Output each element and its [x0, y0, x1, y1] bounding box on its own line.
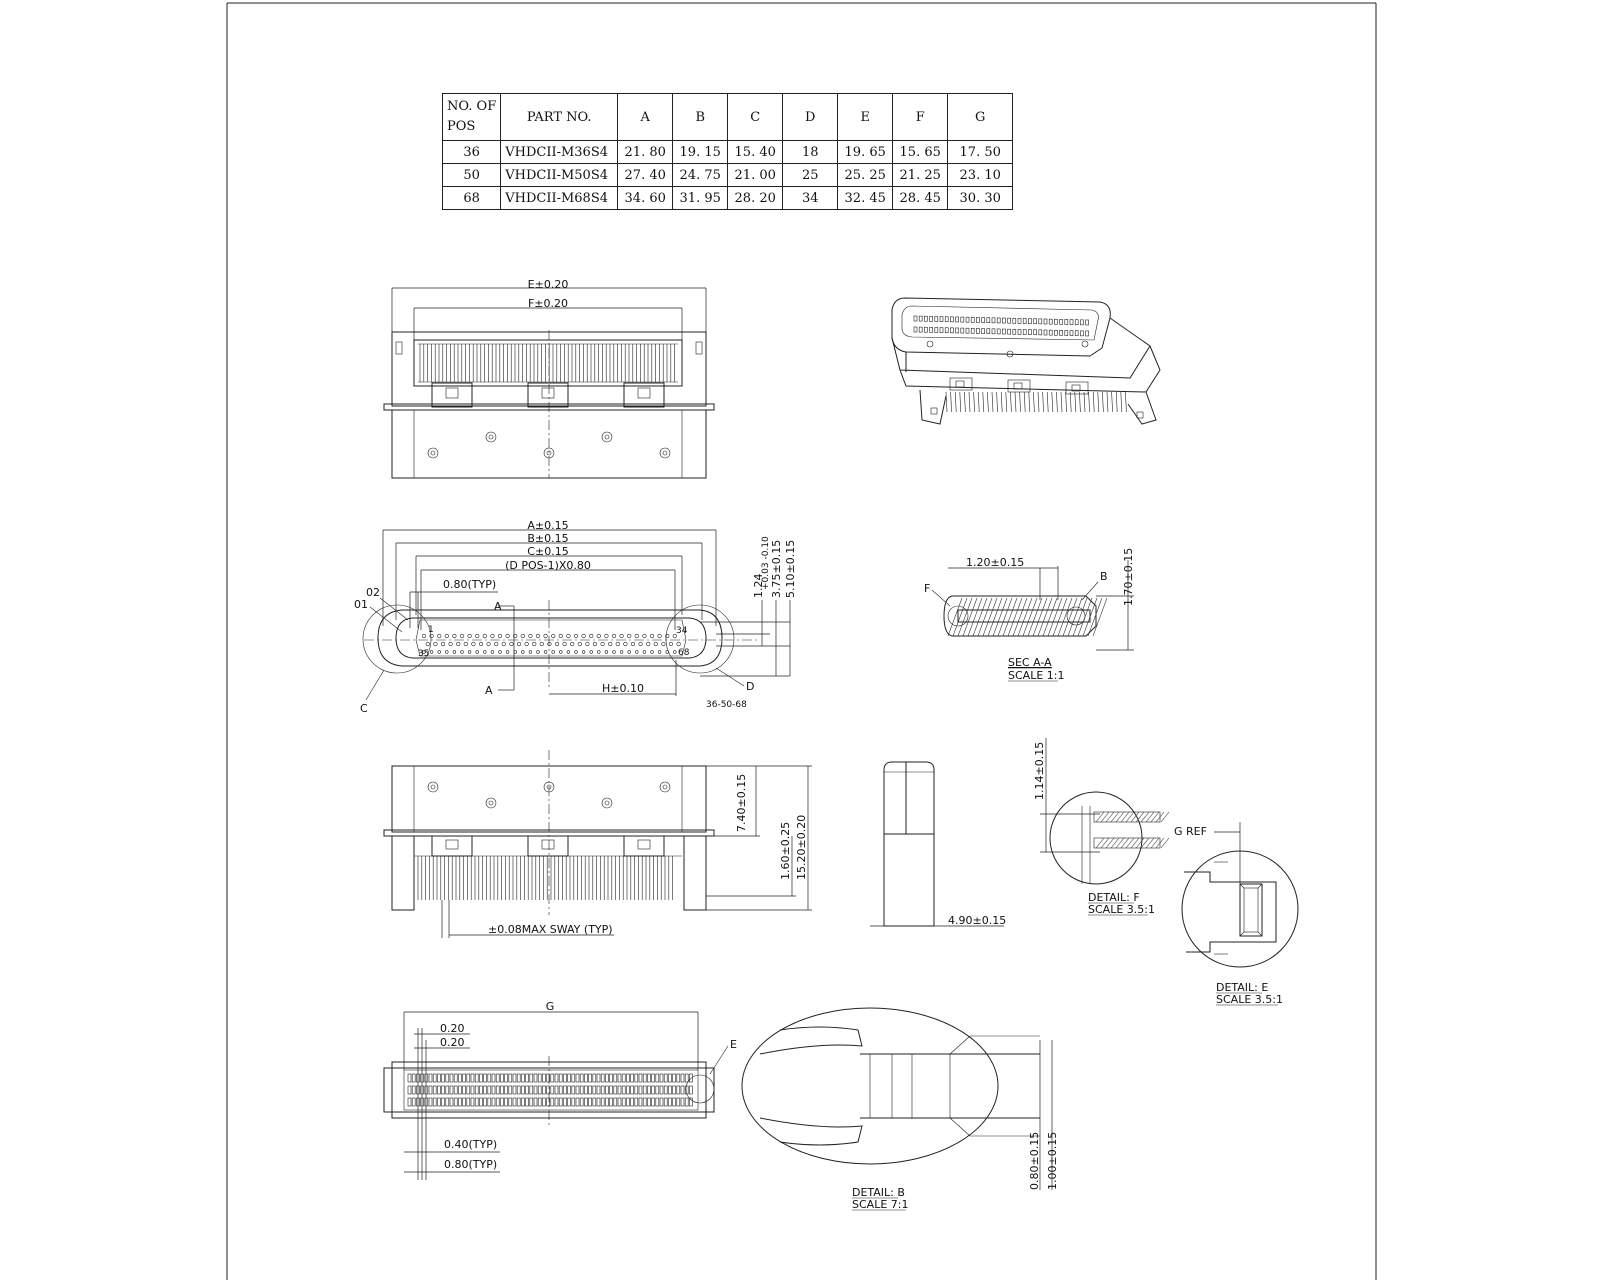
dim-1520: 15.20±0.20: [795, 814, 808, 880]
detb-dim-100: 1.00±0.15: [1046, 1131, 1059, 1190]
detb-scale: SCALE 7:1: [852, 1198, 909, 1211]
detb-dim-080: 0.80±0.15: [1028, 1131, 1041, 1190]
cell-e: 32. 45: [838, 187, 893, 210]
dim-040: 0.40(TYP): [444, 1138, 498, 1151]
dim-c-label: C±0.15: [527, 545, 569, 558]
dim-490: 4.90±0.15: [948, 914, 1007, 927]
header-b: B: [673, 94, 728, 141]
dim-v2-label: 3.75±0.15: [770, 539, 783, 598]
detf-scale: SCALE 3.5:1: [1088, 903, 1155, 916]
pos-variants-label: 36-50-68: [706, 700, 747, 710]
side-view: [870, 762, 1006, 927]
pin-68-label: 68: [678, 648, 690, 658]
cell-b: 19. 15: [673, 141, 728, 164]
sec-dim-width: 1.20±0.15: [966, 556, 1025, 569]
table-header-row: [443, 94, 1013, 141]
label-01: 01: [354, 598, 368, 611]
cell-g: 30. 30: [948, 187, 1013, 210]
cell-a: 34. 60: [618, 187, 673, 210]
cell-pos: 68: [443, 187, 501, 210]
sec-dim-height: 1.70±0.15: [1122, 547, 1135, 606]
dim-b-label: B±0.15: [527, 532, 569, 545]
cell-g: 17. 50: [948, 141, 1013, 164]
detail-d-callout: D: [746, 680, 755, 693]
top-view: [384, 278, 714, 478]
cell-a: 27. 40: [618, 164, 673, 187]
g-ref-label: G REF: [1174, 825, 1207, 838]
header-e: E: [838, 94, 893, 141]
dim-v1-tol-label: +0.03 -0.10: [761, 536, 771, 590]
face-view: [354, 519, 797, 715]
detail-f: [1033, 738, 1169, 916]
cell-d: 18: [783, 141, 838, 164]
cell-part-no: VHDCII-M36S4: [501, 141, 618, 164]
label-02: 02: [366, 586, 380, 599]
cell-d: 25: [783, 164, 838, 187]
cell-b: 24. 75: [673, 164, 728, 187]
dim-v1-label: 1.24: [752, 573, 765, 598]
pin-1-label: 1: [428, 625, 434, 635]
sec-scale: SCALE 1:1: [1008, 669, 1065, 682]
detb-title: DETAIL: B: [852, 1186, 905, 1199]
cell-e: 25. 25: [838, 164, 893, 187]
dim-020a: 0.20: [440, 1022, 465, 1035]
pin-34-label: 34: [676, 626, 688, 636]
part-dimension-table: [442, 93, 1013, 210]
section-a-top-label: A: [494, 600, 502, 613]
detail-e: [1174, 822, 1298, 1006]
isometric-view: [892, 298, 1160, 424]
bottom-view: [384, 1000, 737, 1180]
header-no-of-pos: [443, 94, 501, 141]
dim-f-label: F±0.20: [527, 297, 569, 310]
detf-dim-114: 1.14±0.15: [1033, 741, 1046, 800]
table-row: [443, 164, 1013, 187]
section-a-bottom-label: A: [485, 684, 493, 697]
dim-740: 7.40±0.15: [735, 773, 748, 832]
cell-f: 21. 25: [893, 164, 948, 187]
detail-b: [742, 1008, 1059, 1211]
header-a: A: [618, 94, 673, 141]
cell-pos: 36: [443, 141, 501, 164]
detail-c-callout: C: [360, 702, 368, 715]
cell-part-no: VHDCII-M68S4: [501, 187, 618, 210]
detf-title: DETAIL: F: [1088, 891, 1140, 904]
cell-f: 15. 65: [893, 141, 948, 164]
dim-080: 0.80(TYP): [444, 1158, 498, 1171]
dete-scale: SCALE 3.5:1: [1216, 993, 1283, 1006]
header-g: G: [948, 94, 1013, 141]
dim-a-label: A±0.15: [527, 519, 569, 532]
sec-label-b: B: [1100, 570, 1108, 583]
section-aa: [924, 548, 1135, 682]
dim-020b: 0.20: [440, 1036, 465, 1049]
detail-e-callout: E: [730, 1038, 737, 1051]
header-pos-line2: POS: [447, 119, 476, 134]
table-row: [443, 187, 1013, 210]
cell-e: 19. 65: [838, 141, 893, 164]
cell-f: 28. 45: [893, 187, 948, 210]
cell-c: 21. 00: [728, 164, 783, 187]
cell-b: 31. 95: [673, 187, 728, 210]
dim-e-label: E±0.20: [527, 278, 569, 291]
front-view: [384, 750, 812, 938]
dim-160: 1.60±0.25: [779, 821, 792, 880]
header-part-no: PART NO.: [501, 94, 618, 141]
cell-g: 23. 10: [948, 164, 1013, 187]
sec-label-f: F: [924, 582, 931, 595]
table-row: [443, 141, 1013, 164]
header-pos-line1: NO. OF: [447, 99, 497, 114]
cell-a: 21. 80: [618, 141, 673, 164]
sec-title: SEC A-A: [1008, 656, 1052, 669]
header-f: F: [893, 94, 948, 141]
pin-35-label: 35: [418, 649, 430, 659]
cell-pos: 50: [443, 164, 501, 187]
header-d: D: [783, 94, 838, 141]
cell-d: 34: [783, 187, 838, 210]
header-c: C: [728, 94, 783, 141]
dim-g-label: G: [545, 1000, 555, 1013]
dim-d-label: (D POS-1)X0.80: [505, 559, 591, 572]
dete-title: DETAIL: E: [1216, 981, 1269, 994]
dim-pitch-label: 0.80(TYP): [443, 578, 497, 591]
sway-note: ±0.08MAX SWAY (TYP): [488, 923, 613, 936]
dim-v3-label: 5.10±0.15: [784, 539, 797, 598]
dim-h-label: H±0.10: [602, 682, 644, 695]
cell-c: 28. 20: [728, 187, 783, 210]
cell-c: 15. 40: [728, 141, 783, 164]
cell-part-no: VHDCII-M50S4: [501, 164, 618, 187]
